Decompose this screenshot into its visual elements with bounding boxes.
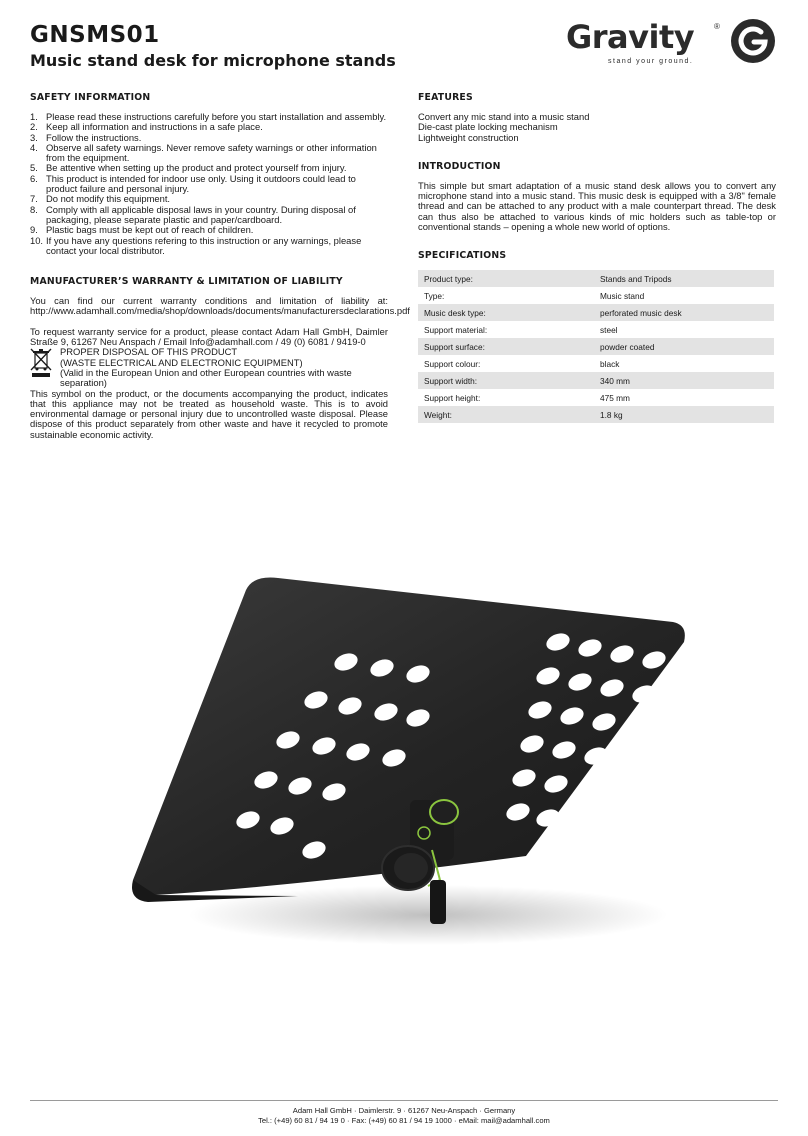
safety-item-text: If you have any questions refering to this instruction or any warnings, please contact your local distributor. [46,234,362,256]
spec-value: 340 mm [594,372,774,389]
gravity-g-icon [730,18,776,64]
spec-value: 475 mm [594,389,774,406]
safety-item-number: 2. [30,121,38,133]
spec-row [418,270,774,287]
safety-item [30,143,388,164]
spec-row [418,338,774,355]
safety-item-number: 8. [30,203,38,215]
feature-item: Lightweight construction [418,131,519,143]
registered-mark: ® [714,22,720,31]
spec-row [418,406,774,423]
footer-contact: Tel.: (+49) 60 81 / 94 19 0 · Fax: (+49) 60 81 / 94 19 1000 · eMail: mail@adamhall.com [258,1116,550,1125]
safety-item-text: Comply with all applicable disposal laws in your country. During disposal of packaging, please separate plastic and paper/cardboard. [46,203,356,225]
safety-list [30,112,388,256]
weee-line-2: (WASTE ELECTRICAL AND ELECTRONIC EQUIPMENT) [60,356,303,368]
specifications-heading: SPECIFICATIONS [418,250,507,262]
perforation-hole [614,750,642,773]
document-header [30,22,396,70]
spec-label: Support surface: [418,338,594,355]
safety-item-number: 4. [30,141,38,153]
music-desk-illustration [128,550,708,970]
safety-item-text: Please read these instructions carefully before you start installation and assembly. [46,111,387,122]
safety-item-number: 3. [30,131,38,143]
specifications-table [418,270,774,423]
safety-item-number: 7. [30,193,38,205]
safety-item-number: 9. [30,224,38,236]
brand-tagline: stand your ground. [608,58,694,65]
spec-value: perforated music desk [594,304,774,321]
spec-label: Support height: [418,389,594,406]
spec-row [418,304,774,321]
safety-item-text: Follow the instructions. [46,131,142,143]
spec-value: black [594,355,774,372]
model-number: GNSMS01 [30,22,160,48]
weee-notice [30,347,388,388]
features-list [418,112,776,143]
perforation-hole [672,654,700,677]
safety-item-number: 10. [30,234,44,246]
document-footer [0,1106,808,1126]
spec-value: Music stand [594,287,774,304]
warranty-heading: MANUFACTURER’S WARRANTY & LIMITATION OF LIABILITY [30,276,343,288]
spec-value: steel [594,321,774,338]
spec-label: Support width: [418,372,594,389]
introduction-text: This simple but smart adaptation of a music stand desk allows you to convert any microphone stand into a music stand. This music desk is equipped with a 3/8" female thread and can be attached to any product with a male counterpart thread. The desk can thus also be attached to various kinds of mic holders such as table-top or conventional stands – opening a whole new world of options. [418,179,776,233]
safety-item-text: Plastic bags must be kept out of reach of children. [46,224,254,236]
warranty-paragraph-1: You can find our current warranty conditions and limitation of liability at: http://www.adamhall.com/media/shop/downloads/documents/manufacturersdeclarations.pdf [30,295,410,317]
spec-row [418,372,774,389]
footer-divider [30,1100,778,1101]
warranty-paragraph-2: To request warranty service for a product, please contact Adam Hall GmbH, Daimler Straße 9, 61267 Neu Anspach / Email Info@adamhall.com / 49 (0) 6081 / 9419-0 [30,325,388,348]
left-column [30,92,410,440]
spec-value: powder coated [594,338,774,355]
spec-label: Support colour: [418,355,594,372]
safety-item-text: Observe all safety warnings. Never remove safety warnings or other information from the equipment. [46,141,377,164]
safety-item [30,236,388,257]
spec-value: 1.8 kg [594,406,774,423]
product-subtitle: Music stand desk for microphone stands [30,51,396,70]
introduction-heading: INTRODUCTION [418,160,501,172]
crossed-bin-icon [30,348,52,380]
footer-address: Adam Hall GmbH · Daimlerstr. 9 · 61267 Neu-Anspach · Germany [292,1106,516,1115]
weee-line-1: PROPER DISPOSAL OF THIS PRODUCT [60,346,238,358]
spec-label: Music desk type: [418,304,594,321]
safety-item-number: 6. [30,172,38,184]
gravity-logo [566,18,776,70]
spec-row [418,355,774,372]
spec-value: Stands and Tripods [594,270,774,287]
right-column [418,92,776,423]
feature-item: Convert any mic stand into a music stand [418,111,590,122]
safety-item-text: This product is intended for indoor use only. Using it outdoors could lead to product failure and personal injury. [46,172,356,195]
safety-item [30,174,388,195]
product-image [128,550,708,970]
features-heading: FEATURES [418,92,473,103]
spec-label: Support material: [418,321,594,338]
spec-label: Weight: [418,406,594,423]
warranty-paragraph-3: This symbol on the product, or the documents accompanying the product, indicates that this appliance may not be treated as household waste. This is to avoid environmental damage or personal injury due to uncontrolled waste disposal. Please dispose of this product separately from other waste and have it recycled to promote sustainable economic activity. [30,387,388,440]
weee-line-3: (Valid in the European Union and other European countries with waste separation) [60,366,352,389]
brand-name: Gravity [566,18,695,56]
safety-item [30,205,388,226]
spec-row [418,287,774,304]
spec-label: Type: [418,287,594,304]
safety-item-text: Keep all information and instructions in a safe place. [46,121,263,133]
safety-heading: SAFETY INFORMATION [30,92,151,103]
feature-item: Die-cast plate locking mechanism [418,121,558,133]
safety-item-number: 5. [30,162,38,174]
safety-item-text: Be attentive when setting up the product and protect yourself from injury. [46,162,347,174]
safety-item-number: 1. [30,111,38,122]
spec-row [418,389,774,406]
spec-row [418,321,774,338]
spec-label: Product type: [418,270,594,287]
safety-item-text: Do not modify this equipment. [46,193,171,205]
